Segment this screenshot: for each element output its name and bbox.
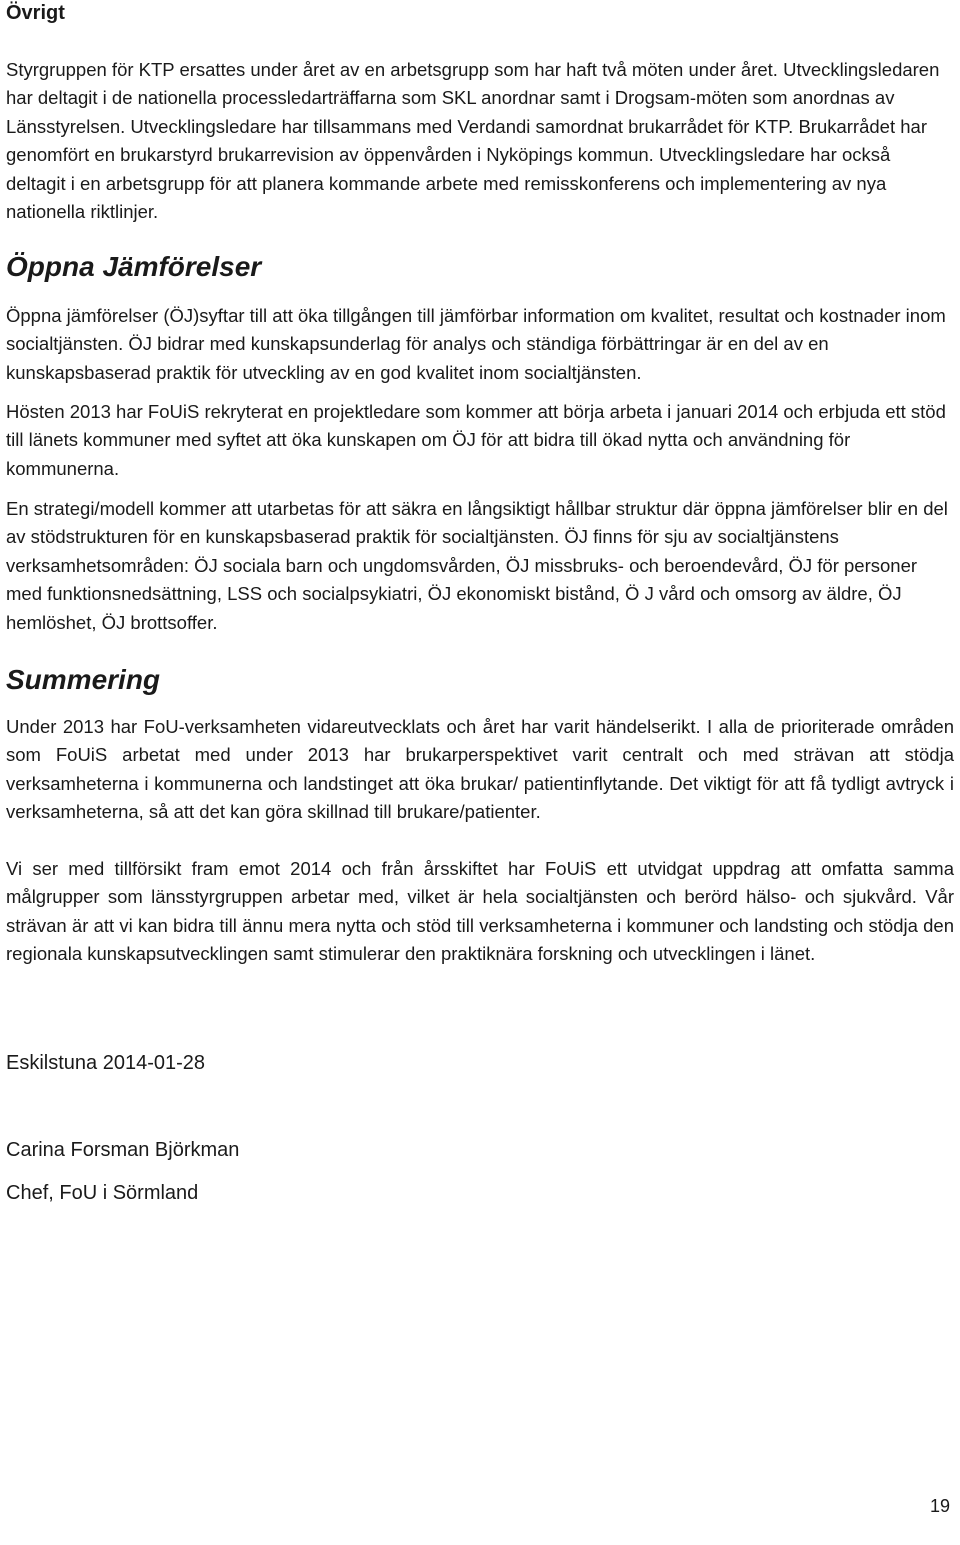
section-heading-oppna-jamforelser: Öppna Jämförelser bbox=[6, 251, 262, 282]
page-number: 19 bbox=[929, 1496, 950, 1516]
signature-name: Carina Forsman Björkman bbox=[6, 1139, 240, 1161]
paragraph-oppna-1: Öppna jämförelser (ÖJ)syftar till att öka tillgången till jämförbar information om kvalitet, resultat och kostnader inom socialtjänsten. ÖJ bidrar med kunskapsunderlag för analys och ständiga förbättringar är en del av en kunskapsbaserad praktik för utveckling av en god kvalitet inom socialtjänsten. bbox=[6, 305, 946, 383]
section-heading-summering: Summering bbox=[6, 664, 161, 695]
signature-title: Chef, FoU i Sörmland bbox=[6, 1182, 199, 1204]
paragraph-oppna-3: En strategi/modell kommer att utarbetas för att säkra en långsiktigt hållbar struktur där öppna jämförelser blir en del av stödstrukturen för en kunskapsbaserad praktik för socialtjänsten. ÖJ finns för sju av socialtjänstens verksamhetsområden: ÖJ sociala barn och ungdomsvården, ÖJ missbruks- och beroendevård, ÖJ för personer med funktionsnedsättning, LSS och socialpsykiatri, ÖJ ekonomiskt bistånd, Ö J vård och omsorg av äldre, ÖJ hemlöshet, ÖJ brottsoffer. bbox=[6, 498, 948, 633]
paragraph-oppna-2: Hösten 2013 har FoUiS rekryterat en projektledare som kommer att börja arbeta i januari 2014 och erbjuda ett stöd till länets kommuner med syftet att öka kunskapen om ÖJ för att bidra till ökad nytta och användning för kommunerna. bbox=[6, 401, 946, 479]
paragraph-summering-2: Vi ser med tillförsikt fram emot 2014 och från årsskiftet har FoUiS ett utvidgat uppdrag att omfatta samma målgrupper som länsstyrgruppen arbetar med, vilket är hela socialtjänsten och berörd hälso- och sjukvård. Vår strävan är att vi kan bidra till ännu mera nytta och stöd till verksamheterna i kommuner och landsting och stödja den regionala kunskapsutvecklingen samt stimulerar den praktiknära forskning och utvecklingen i länet. bbox=[6, 858, 954, 965]
paragraph-summering-1: Under 2013 har FoU-verksamheten vidareutvecklats och året har varit händelserikt. I alla de prioriterade områden som FoUiS arbetat med under 2013 har brukarperspektivet varit centralt och med strävan att stödja verksamheterna i kommunerna och landstinget att öka brukar/ patientinflytande. Det viktigt för att få tydligt avtryck i verksamheterna, så att det kan göra skillnad till brukare/patienter. bbox=[6, 716, 954, 823]
section-heading-ovrigt: Övrigt bbox=[6, 2, 65, 24]
signature-place-date: Eskilstuna 2014-01-28 bbox=[6, 1052, 206, 1074]
paragraph-ovrigt: Styrgruppen för KTP ersattes under året av en arbetsgrupp som har haft två möten under året. Utvecklingsledaren har deltagit i de nationella processledarträffarna som SKL anordnar samt i Drogsam-möten som anordnas av Länsstyrelsen. Utvecklingsledare har tillsammans med Verdandi samordnat brukarrådet för KTP. Brukarrådet har genomfört en brukarstyrd brukarrevision av öppenvården i Nyköpings kommun. Utvecklingsledare har också deltagit i en arbetsgrupp för att planera kommande arbete med remisskonferens och implementering av nya nationella riktlinjer. bbox=[6, 59, 940, 223]
